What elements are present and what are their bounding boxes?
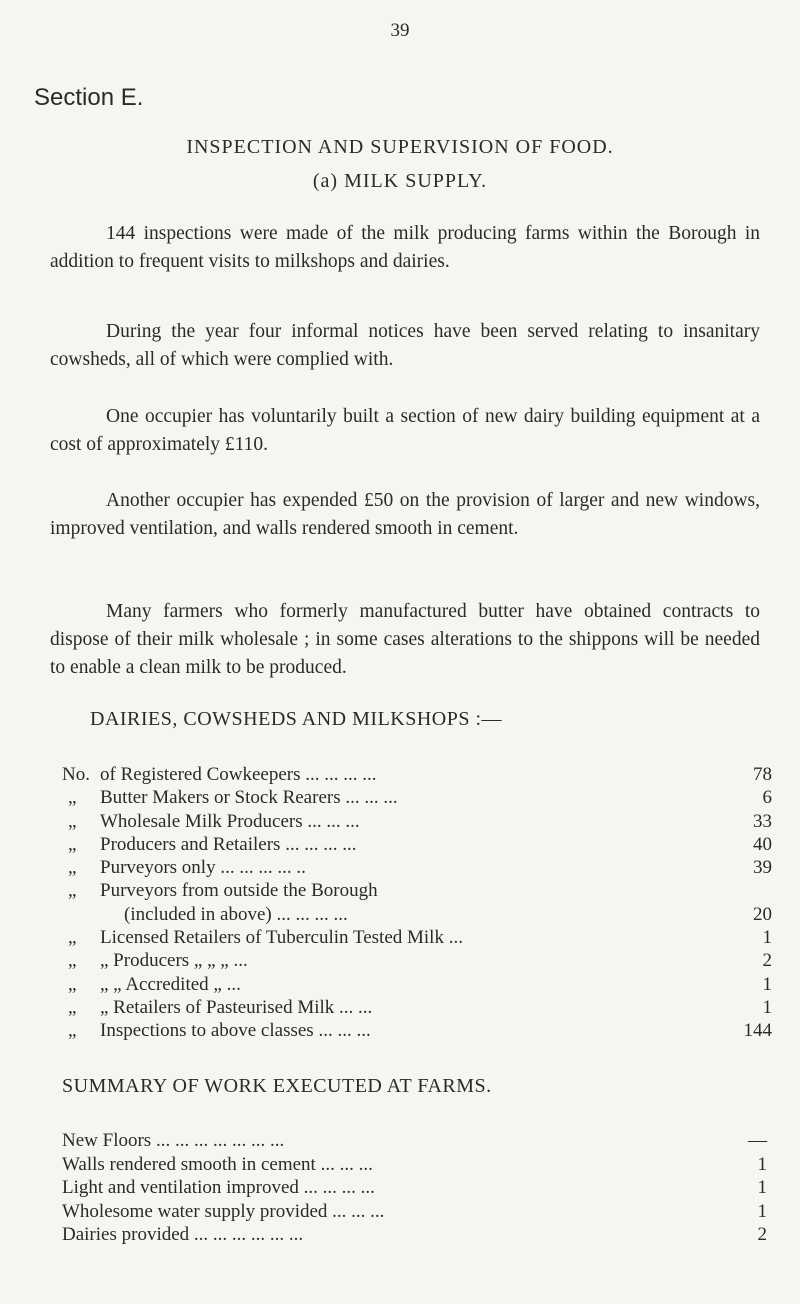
row-prefix: „ [68, 996, 77, 1018]
row-value: 1 [757, 1153, 767, 1175]
row-prefix: „ [68, 950, 77, 972]
page-title: INSPECTION AND SUPERVISION OF FOOD. [186, 136, 614, 158]
row-value: 78 [753, 764, 772, 785]
row-label: of Registered Cowkeepers ... ... ... ... [100, 764, 377, 785]
row-prefix: „ [68, 857, 77, 879]
row-prefix: „ [68, 787, 77, 809]
summary-heading: SUMMARY OF WORK EXECUTED AT FARMS. [62, 1075, 492, 1097]
row-value: 39 [753, 857, 772, 879]
paragraph-notices: During the year four informal notices have been served relating to insanitary cowsheds, all of which were complied with. [50, 321, 760, 370]
row-value: 1 [762, 996, 772, 1018]
table-row [62, 856, 772, 879]
table-row [62, 786, 772, 809]
row-label: (included in above) ... ... ... ... [124, 903, 348, 925]
row-label: Walls rendered smooth in cement ... ... ... [62, 1153, 373, 1175]
row-label: Purveyors only ... ... ... ... .. [100, 857, 306, 879]
table-row [62, 879, 772, 902]
row-value: 40 [753, 833, 772, 855]
table-row [62, 1200, 767, 1224]
table-row [62, 949, 772, 972]
row-value: 33 [753, 810, 772, 832]
paragraph-inspections: 144 inspections were made of the milk producing farms within the Borough in addition to frequent visits to milkshops and dairies. [50, 223, 760, 272]
table-row [62, 926, 772, 949]
row-value: 1 [757, 1177, 767, 1199]
table-row [62, 833, 772, 856]
row-value: 2 [757, 1224, 767, 1246]
paragraph-windows: Another occupier has expended £50 on the provision of larger and new windows, improved ventilation, and walls rendered smooth in cement. [50, 490, 760, 539]
row-value: 144 [743, 1020, 772, 1042]
row-value: 1 [757, 1200, 767, 1222]
table-row [62, 810, 772, 833]
row-prefix: „ [68, 833, 77, 855]
paragraph-dairy-building: One occupier has voluntarily built a section of new dairy building equipment at a cost of approximately £110. [50, 406, 760, 455]
table-row [62, 903, 772, 926]
table-row [62, 763, 772, 786]
page-subtitle: (a) MILK SUPPLY. [312, 170, 488, 192]
row-value: 2 [762, 950, 772, 972]
row-value: 6 [762, 787, 772, 809]
row-value: 1 [762, 973, 772, 995]
row-label: Producers and Retailers ... ... ... ... [100, 833, 357, 855]
row-label: Wholesale Milk Producers ... ... ... [100, 810, 360, 832]
row-label: Purveyors from outside the Borough [100, 880, 378, 902]
dairies-table-heading: DAIRIES, COWSHEDS AND MILKSHOPS :— [90, 708, 503, 730]
row-prefix: „ [68, 810, 77, 832]
table-row [62, 1176, 767, 1200]
table-row [62, 1129, 767, 1153]
paragraph-butter-makers: Many farmers who formerly manufactured butter have obtained contracts to dispose of their milk wholesale ; in some cases alterations to the shippons will be needed to enable a clean milk to be produced. [50, 601, 760, 678]
row-label: Butter Makers or Stock Rearers ... ... ... [100, 787, 398, 809]
row-label: Dairies provided ... ... ... ... ... ... [62, 1224, 304, 1246]
dairies-table [62, 763, 772, 1043]
row-prefix: No. [62, 764, 90, 785]
table-row [62, 996, 772, 1019]
row-value: — [748, 1130, 767, 1151]
row-label: Licensed Retailers of Tuberculin Tested Milk ... [100, 927, 463, 949]
row-value: 20 [753, 903, 772, 925]
table-row [62, 1223, 767, 1247]
row-value: 1 [762, 927, 772, 949]
row-label: Inspections to above classes ... ... ... [100, 1020, 371, 1042]
table-row [62, 1019, 772, 1042]
summary-table [62, 1129, 767, 1247]
row-label: Wholesome water supply provided ... ... ... [62, 1200, 385, 1222]
row-label: „ Producers „ „ „ ... [100, 950, 248, 972]
row-prefix: „ [68, 880, 77, 902]
table-row [62, 1153, 767, 1177]
table-row [62, 973, 772, 996]
row-label: „ Retailers of Pasteurised Milk ... ... [100, 996, 373, 1018]
page-number: 39 [390, 20, 410, 41]
row-prefix: „ [68, 1020, 77, 1042]
section-heading: Section E. [34, 84, 144, 111]
row-prefix: „ [68, 973, 77, 995]
row-label: New Floors ... ... ... ... ... ... ... [62, 1130, 285, 1151]
row-prefix: „ [68, 927, 77, 949]
row-label: „ „ Accredited „ ... [100, 973, 241, 995]
row-label: Light and ventilation improved ... ... ... ... [62, 1177, 375, 1199]
